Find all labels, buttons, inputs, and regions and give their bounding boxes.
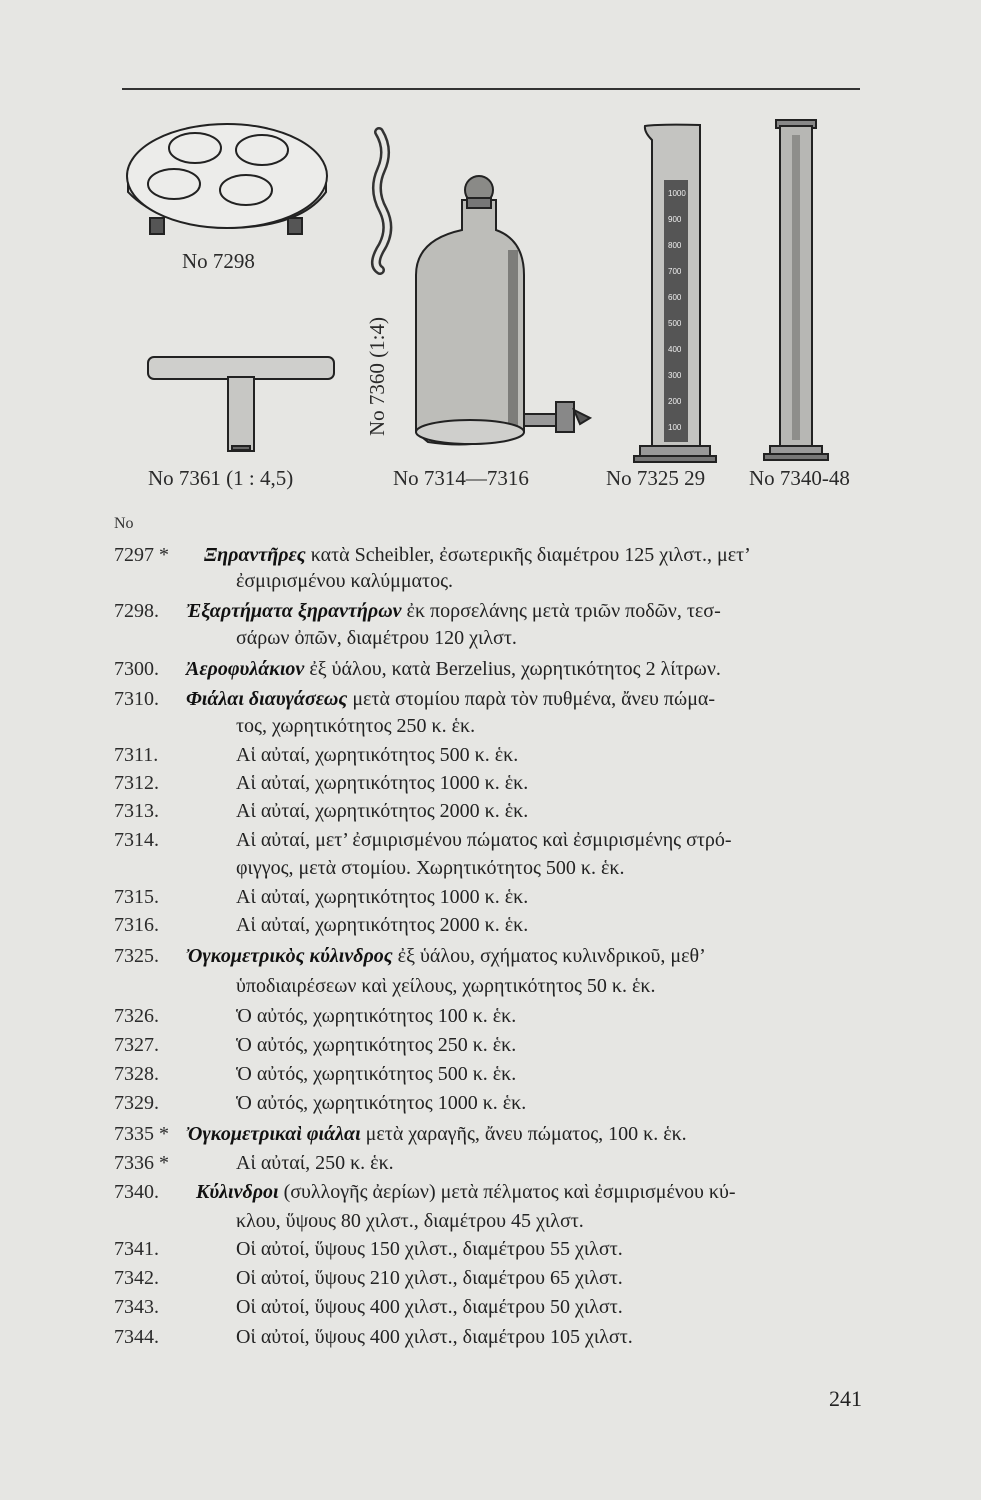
entry-line <box>186 658 721 681</box>
entry-line: σάρων ὀπῶν, διαμέτρου 120 χιλστ. <box>236 627 517 649</box>
entry-line <box>186 688 715 711</box>
wavy-rod-illustration <box>376 132 387 270</box>
caption-7340-48: No 7340-48 <box>749 466 850 490</box>
entry-text: ἐξ ὑάλου, κατὰ Berzelius, χωρητικότητος 2 λίτρων. <box>304 658 721 680</box>
scale-label: 100 <box>668 423 682 432</box>
entry-term: Ξηραντῆρες <box>204 544 306 566</box>
entry-number: 7335 * <box>114 1123 169 1145</box>
entry-text: μετὰ στομίου παρὰ τὸν πυθμένα, ἄνευ πώμα- <box>347 688 716 710</box>
entry-line: τος, χωρητικότητος 250 κ. ἑκ. <box>236 715 476 737</box>
entry-number: 7327. <box>114 1034 159 1056</box>
entry-number: 7315. <box>114 886 159 908</box>
entry-line: Αἱ αὐταί, 250 κ. ἑκ. <box>236 1152 394 1174</box>
entry-line: κλου, ὕψους 80 χιλστ., διαμέτρου 45 χιλστ. <box>236 1210 584 1232</box>
entry-number: 7336 * <box>114 1152 169 1174</box>
entry-term: Ἀεροφυλάκιον <box>186 658 305 680</box>
caption-7360: No 7360 (1:4) <box>365 317 389 436</box>
entry-line: Αἱ αὐταί, χωρητικότητος 500 κ. ἑκ. <box>236 744 519 766</box>
caption-7314-7316: No 7314—7316 <box>393 466 529 490</box>
entry-line: Ὁ αὐτός, χωρητικότητος 250 κ. ἑκ. <box>236 1034 517 1056</box>
entry-line: Οἱ αὐτοί, ὕψους 210 χιλστ., διαμέτρου 65 χιλστ. <box>236 1267 623 1289</box>
entry-number: 7300. <box>114 658 159 680</box>
scale-label: 700 <box>668 267 682 276</box>
entry-number: 7314. <box>114 829 159 851</box>
entry-number: 7329. <box>114 1092 159 1114</box>
caption-7298: No 7298 <box>182 249 255 273</box>
entry-number: 7310. <box>114 688 159 710</box>
bottle-illustration <box>416 176 590 444</box>
entry-line <box>186 600 721 623</box>
entry-line: Ὁ αὐτός, χωρητικότητος 100 κ. ἑκ. <box>236 1005 517 1027</box>
scale-label: 900 <box>668 215 682 224</box>
entry-number: 7312. <box>114 772 159 794</box>
entry-number: 7342. <box>114 1267 159 1289</box>
entry-line: Ὁ αὐτός, χωρητικότητος 500 κ. ἑκ. <box>236 1063 517 1085</box>
entry-line: Ὁ αὐτός, χωρητικότητος 1000 κ. ἑκ. <box>236 1092 527 1114</box>
scale-label: 1000 <box>668 189 686 198</box>
entry-line: Οἱ αὐτοί, ὕψους 400 χιλστ., διαμέτρου 105 χιλστ. <box>236 1326 633 1348</box>
entry-term: Ὀγκομετρικαὶ φιάλαι <box>186 1123 361 1145</box>
entry-text: κατὰ Scheibler, ἐσωτερικῆς διαμέτρου 125 χιλστ., μετ’ <box>305 544 751 566</box>
entry-line <box>186 1123 687 1146</box>
scale-label: 300 <box>668 371 682 380</box>
entry-number: 7297 * <box>114 544 169 566</box>
t-key-illustration <box>148 357 334 451</box>
entry-number: 7313. <box>114 800 159 822</box>
entry-term: Κύλινδροι <box>196 1181 279 1203</box>
entry-number: 7311. <box>114 744 159 766</box>
entry-line: Οἱ αὐτοί, ὕψους 150 χιλστ., διαμέτρου 55 χιλστ. <box>236 1238 623 1260</box>
entry-line: Οἱ αὐτοί, ὕψους 400 χιλστ., διαμέτρου 50 χιλστ. <box>236 1296 623 1318</box>
gas-cylinder-illustration <box>764 120 828 460</box>
entry-line: Αἱ αὐταί, μετ’ ἐσμιρισμένου πώματος καὶ ἐσμιρισμένης στρό- <box>236 829 732 851</box>
scale-label: 800 <box>668 241 682 250</box>
entry-line <box>196 1181 736 1204</box>
entry-line: ἐσμιρισμένου καλύμματος. <box>236 570 453 592</box>
scale-label: 200 <box>668 397 682 406</box>
scale-label: 400 <box>668 345 682 354</box>
entry-line <box>186 945 706 968</box>
entry-number: 7298. <box>114 600 159 622</box>
entry-number: 7344. <box>114 1326 159 1348</box>
entry-line: ὑποδιαιρέσεων καὶ χείλους, χωρητικότητος 50 κ. ἑκ. <box>236 975 656 997</box>
entry-number: 7328. <box>114 1063 159 1085</box>
entry-number: 7316. <box>114 914 159 936</box>
entry-line: Αἱ αὐταί, χωρητικότητος 1000 κ. ἑκ. <box>236 772 529 794</box>
scale-label: 500 <box>668 319 682 328</box>
page-number: 241 <box>829 1386 862 1411</box>
entry-text: μετὰ χαραγῆς, ἄνευ πώματος, 100 κ. ἑκ. <box>360 1123 687 1145</box>
entry-line: φιγγος, μετὰ στομίου. Χωρητικότητος 500 κ. ἑκ. <box>236 857 625 879</box>
entry-number: 7343. <box>114 1296 159 1318</box>
entry-term: Ὀγκομετρικὸς κύλινδρος <box>186 945 393 967</box>
caption-7361: No 7361 (1 : 4,5) <box>148 466 294 490</box>
entry-line: Αἱ αὐταί, χωρητικότητος 1000 κ. ἑκ. <box>236 886 529 908</box>
entry-line: Αἱ αὐταί, χωρητικότητος 2000 κ. ἑκ. <box>236 914 529 936</box>
entry-text: ἐξ ὑάλου, σχήματος κυλινδρικοῦ, μεθ’ <box>392 945 706 967</box>
entry-term: Ἐξαρτήματα ξηραντήρων <box>186 600 402 622</box>
entry-text: ἐκ πορσελάνης μετὰ τριῶν ποδῶν, τεσ- <box>401 600 721 622</box>
entry-number: 7326. <box>114 1005 159 1027</box>
entry-line <box>204 544 751 567</box>
entry-term: Φιάλαι διαυγάσεως <box>186 688 348 710</box>
entry-number: 7341. <box>114 1238 159 1260</box>
desiccator-plate-illustration <box>127 124 327 234</box>
entry-text: (συλλογῆς ἀερίων) μετὰ πέλματος καὶ ἐσμιρισμένου κύ- <box>278 1181 736 1203</box>
entry-number: 7340. <box>114 1181 159 1203</box>
illustrations <box>0 0 981 500</box>
entry-line: Αἱ αὐταί, χωρητικότητος 2000 κ. ἑκ. <box>236 800 529 822</box>
scale-label: 600 <box>668 293 682 302</box>
list-header: No <box>114 515 134 532</box>
caption-7325-29: No 7325 29 <box>606 466 706 490</box>
entry-number: 7325. <box>114 945 159 967</box>
